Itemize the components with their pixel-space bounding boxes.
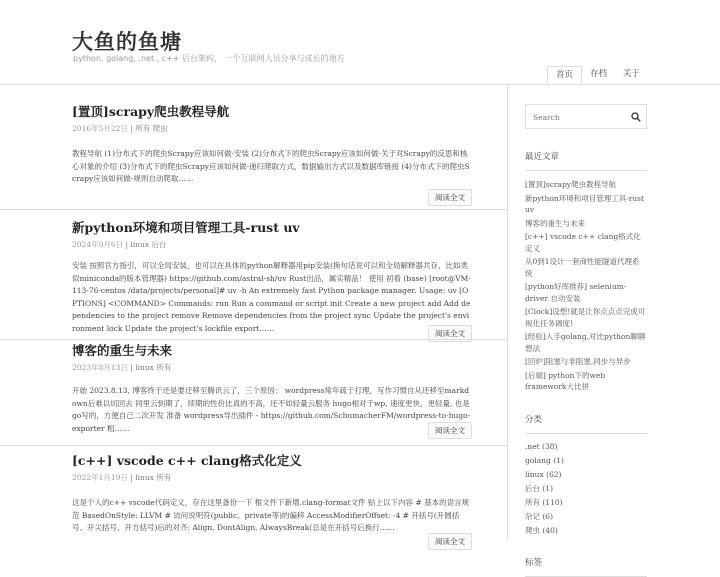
site-title[interactable]: 大鱼的鱼塘 <box>72 30 182 54</box>
search-input[interactable] <box>526 106 626 129</box>
recent-post-link[interactable]: [python好库推荐] selenium-driver 自动安装 <box>525 282 627 303</box>
search-box <box>525 104 647 129</box>
search-icon[interactable] <box>631 112 641 122</box>
recent-post-link[interactable]: 从0到1设计一套商性能隧道代理系统 <box>525 257 640 278</box>
post-categories[interactable]: | linux 后台 <box>125 240 167 249</box>
post-excerpt: 安装 按照官方指引，可以全局安装，也可以在具体的python解释器用pip安装(换句话说可以和全局解释器共存，比如类似miniconda的版本管理器) https://github.com/astral-sh/uv Rust出品，属实精品！ 使用 初看 (base) [root@VM-113-76-centos /data/projects/personal]# uv -h An extremely fast Python package manager. Usage: uv [OPTIONS] <COMMAND> Commands: run Run a command or script init Create a new project add Add dependencies to the project remove Remove dependencies from the project sync Update the project's environment lock Update the project's lockfile export…… <box>72 261 471 333</box>
categories-title: 分类 <box>525 413 647 434</box>
post-meta <box>72 239 472 250</box>
nav-divider <box>0 84 720 85</box>
post-categories[interactable]: | linux 所有 <box>130 363 172 372</box>
recent-post-link[interactable]: [经验]入手golang,对比python聊聊想法 <box>525 332 646 353</box>
post-meta <box>72 123 472 134</box>
post-title[interactable]: 博客的重生与未来 <box>72 343 173 358</box>
post-date: 2022年1月19日 <box>72 473 128 482</box>
site-description: python, golang, .net , c++ 后台架构， 一个互联网人员分享与成长的地方 <box>73 54 345 63</box>
post-title[interactable]: [c++] vscode c++ clang格式化定义 <box>72 453 302 468</box>
post-item <box>72 208 472 333</box>
nav-item-archive[interactable]: 存档 <box>589 69 607 79</box>
read-more-button[interactable]: 阅读全文 <box>428 422 472 439</box>
post-date: 2024年9月6日 <box>72 240 124 249</box>
post-item <box>72 104 472 208</box>
category-link[interactable]: 爬虫 (40) <box>525 525 558 535</box>
recent-post-link[interactable]: [Clock]设想!就是让你点点点完成可视化任务调度! <box>525 307 646 328</box>
post-meta <box>72 472 472 483</box>
post-title[interactable]: 新python环境和项目管理工具-rust uv <box>72 220 300 235</box>
post-divider <box>0 209 507 210</box>
recent-post-link[interactable]: [后端] python下的web framework大比拼 <box>525 370 606 391</box>
post-excerpt: 开始 2023.8.13, 博客终于还是要迁移至腾讯云了，三个原因： wordpress常年疏于打理，写作习惯自从还移至markdown后难以切回去 同里云到期了，续期的性价比真的不高，还不如轻量云服务 hugo相对于wp, 速度更快，更轻量, 也是go写的，方便自己二次开发 准备 wordpress导出插件 - https://github.com/SchumacherFM/wordpress-to-hugo-exporter 粗…… <box>72 386 471 433</box>
recent-post-link[interactable]: [置顶]scrapy爬虫教程导航 <box>525 180 616 189</box>
read-more-button[interactable]: 阅读全文 <box>428 325 472 342</box>
read-more-button[interactable]: 阅读全文 <box>428 533 472 550</box>
tags-title: 标签 <box>525 556 647 577</box>
post-item <box>72 343 472 447</box>
post-categories[interactable]: | linux 所有 <box>130 473 172 482</box>
recent-posts-list <box>525 179 647 393</box>
category-link[interactable]: golang (1) <box>525 455 564 465</box>
main-nav <box>547 66 648 83</box>
post-title[interactable]: [置顶]scrapy爬虫教程导航 <box>72 104 230 119</box>
category-link[interactable]: .net (38) <box>525 441 558 451</box>
post-excerpt: 这是个人的c++ vscode代码定义，存在这里备份一下 根文件下新增.clang-format文件 贴上以下内容 # 基本的语言规范 BasedOnStyle: LLVM # 访问说明符(public、private等)的偏移 AccessModifierOffset: -4 # 开括号(开圆括号、开尖括号、开方括号)后的对齐: Align, DontAlign, AlwaysBreak(总是在开括号后换行…… <box>72 498 470 533</box>
post-meta <box>72 362 472 373</box>
post-date: 2016年5月22日 <box>72 124 128 133</box>
post-divider <box>0 445 507 446</box>
categories-list <box>525 441 647 536</box>
sidebar <box>525 104 647 577</box>
recent-post-link[interactable]: [回炉]阻塞与非阻塞,同步与异步 <box>525 357 631 366</box>
post-date: 2023年8月13日 <box>72 363 128 372</box>
category-link[interactable]: 杂记 (6) <box>525 511 554 521</box>
category-link[interactable]: 所有 (110) <box>525 497 563 507</box>
recent-posts-title: 最近文章 <box>525 150 647 171</box>
post-list <box>72 100 472 557</box>
recent-post-link[interactable]: [c++] vscode c++ clang格式化定义 <box>525 232 641 253</box>
post-excerpt: 教程导航 (1)分布式下的爬虫Scrapy应该如何做-安装 (2)分布式下的爬虫Scrapy应该如何做-关于对Scrapy的反思和核心对象的介绍 (3)分布式下的爬虫Scrapy应该如何做-递归爬取方式，数据输出方式以及数据库链接 (4)分布式下的爬虫Scrapy应该如何做-规则自动爬取…… <box>72 149 470 184</box>
post-categories[interactable]: | 所有 爬虫 <box>130 124 168 133</box>
post-item <box>72 447 472 557</box>
sidebar-divider <box>507 84 508 540</box>
recent-post-link[interactable]: 新python环境和项目管理工具-rust uv <box>525 193 645 214</box>
read-more-button[interactable]: 阅读全文 <box>428 189 472 206</box>
post-divider <box>0 339 507 340</box>
nav-item-about[interactable]: 关于 <box>622 69 640 79</box>
category-link[interactable]: 后台 (1) <box>525 483 554 493</box>
recent-post-link[interactable]: 博客的重生与未来 <box>525 218 585 228</box>
nav-item-home[interactable]: 首页 <box>547 66 582 83</box>
category-link[interactable]: linux (62) <box>525 469 562 479</box>
